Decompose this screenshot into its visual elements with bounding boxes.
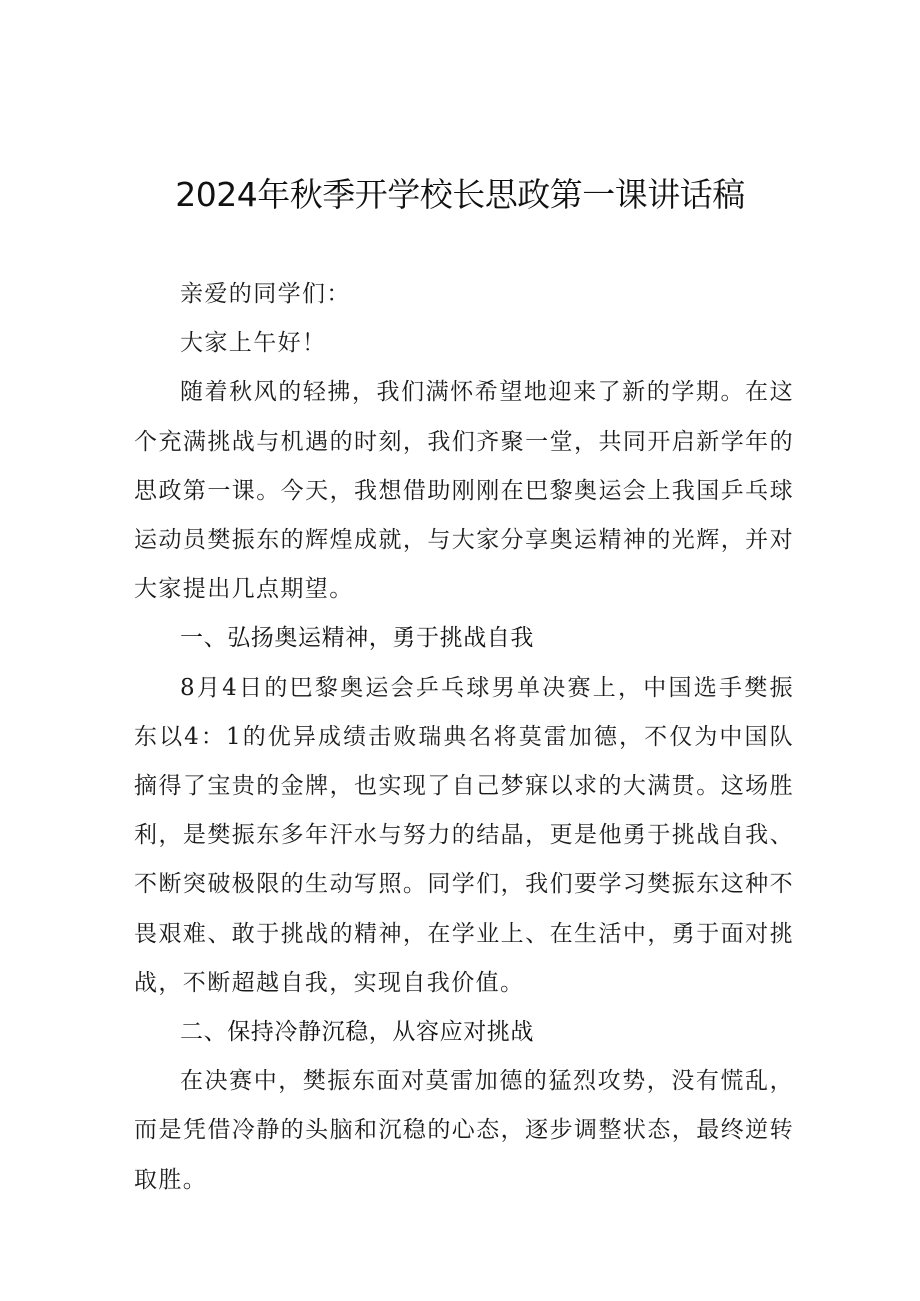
document-title: 2024年秋季开学校长思政第一课讲话稿 [175,175,745,214]
greeting: 大家上午好！ [180,330,327,357]
intro-paragraph: 随着秋风的轻拂，我们满怀希望地迎来了新的学期。在这个充满挑战与机遇的时刻，我们齐聚一堂，共同开启新学年的思政第一课。今天，我想借助刚刚在巴黎奥运会上我国乒乓球运动员樊振东的辉煌成就，与大家分享奥运精神的光辉，并对大家提出几点期望。 [134,379,794,603]
section-body-2: 在决赛中，樊振东面对莫雷加德的猛烈攻势，没有慌乱，而是凭借冷静的头脑和沉稳的心态，逐步调整状态，最终逆转取胜。 [134,1068,794,1193]
salutation: 亲爱的同学们： [180,281,351,307]
document-body [134,270,794,1205]
section-body-1: 8月4日的巴黎奥运会乒乓球男单决赛上，中国选手樊振东以4：1的优异成绩击败瑞典名将莫雷加德，不仅为中国队摘得了宝贵的金牌，也实现了自己梦寐以求的大满贯。这场胜利，是樊振东多年汗水与努力的结晶，更是他勇于挑战自我、不断突破极限的生动写照。同学们，我们要学习樊振东这种不畏艰难、敢于挑战的精神，在学业上、在生活中，勇于面对挑战，不断超越自我，实现自我价值。 [134,674,794,996]
section-heading-1: 一、弘扬奥运精神，勇于挑战自我 [180,625,534,652]
section-heading-2: 二、保持冷静沉稳，从容应对挑战 [180,1019,534,1046]
